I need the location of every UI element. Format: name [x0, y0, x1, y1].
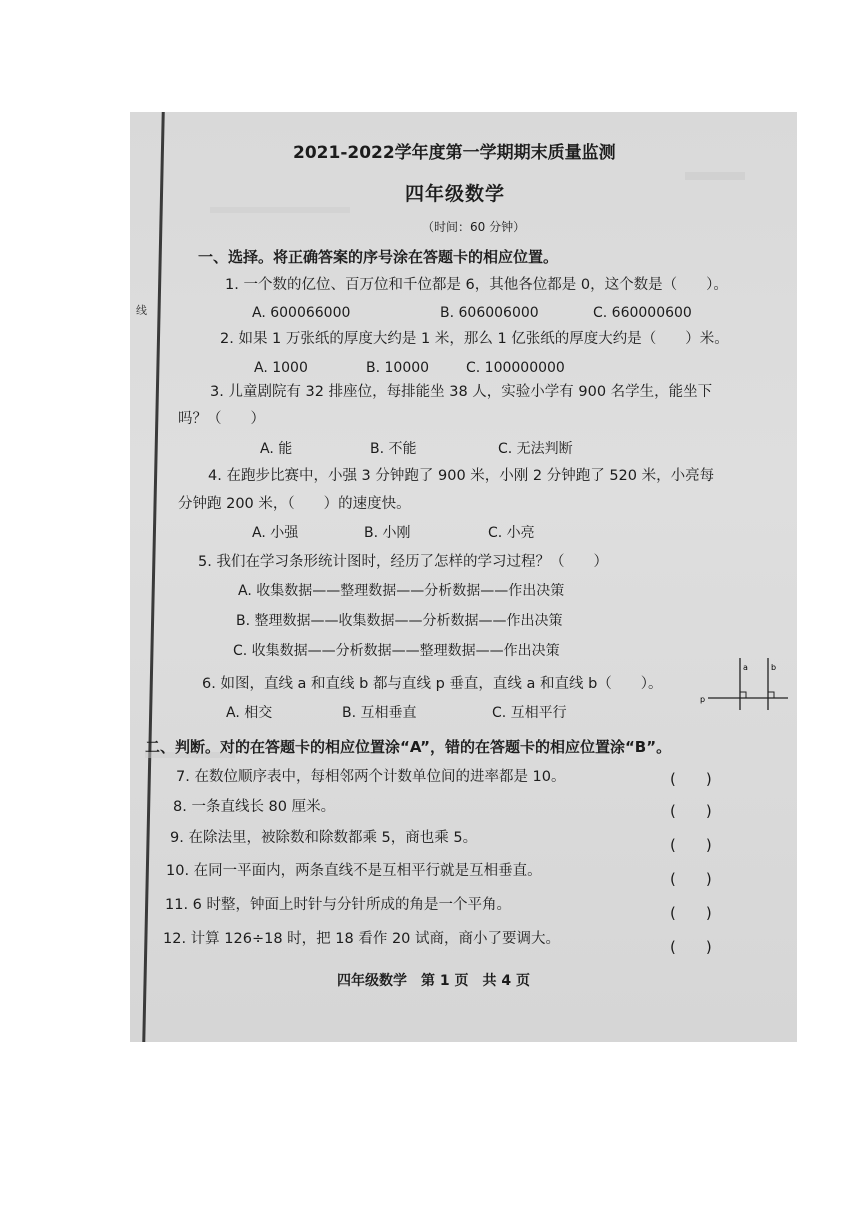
judge-paren-7: ( ): [670, 770, 712, 788]
q4-option-b: B. 小刚: [364, 525, 411, 541]
q5-option-c: C. 收集数据——分析数据——整理数据——作出决策: [233, 643, 560, 659]
q1-option-b: B. 606006000: [440, 305, 539, 321]
judge-item-9: 9. 在除法里，被除数和除数都乘 5，商也乘 5。: [170, 830, 478, 846]
q1-option-c: C. 660000600: [593, 305, 692, 321]
exam-subtitle: 四年级数学: [405, 183, 506, 205]
exam-photo: [130, 112, 797, 1042]
judge-paren-12: ( ): [670, 938, 712, 956]
show-through-mark: [685, 172, 745, 180]
judge-paren-11: ( ): [670, 904, 712, 922]
judge-item-10: 10. 在同一平面内，两条直线不是互相平行就是互相垂直。: [166, 863, 542, 879]
label-p: p: [700, 695, 706, 704]
judge-paren-9: ( ): [670, 836, 712, 854]
judge-paren-10: ( ): [670, 870, 712, 888]
q6-option-b: B. 互相垂直: [342, 705, 417, 721]
section1-heading: 一、选择。将正确答案的序号涂在答题卡的相应位置。: [198, 248, 559, 266]
q3-option-c: C. 无法判断: [498, 441, 573, 457]
judge-paren-8: ( ): [670, 802, 712, 820]
label-a: a: [743, 663, 748, 672]
q3-text-line2: 吗？（ ）: [178, 411, 265, 427]
q5-option-a: A. 收集数据——整理数据——分析数据——作出决策: [238, 583, 565, 599]
q4-option-c: C. 小亮: [488, 525, 535, 541]
right-angle-b: [768, 692, 774, 698]
q5-option-b: B. 整理数据——收集数据——分析数据——作出决策: [236, 613, 563, 629]
q6-option-a: A. 相交: [226, 705, 273, 721]
exam-title: 2021-2022学年度第一学期期末质量监测: [293, 143, 616, 163]
page-footer: 四年级数学 第 1 页 共 4 页: [337, 973, 530, 989]
q6-text: 6. 如图，直线 a 和直线 b 都与直线 p 垂直，直线 a 和直线 b（ ）。: [202, 676, 663, 692]
q2-option-b: B. 10000: [366, 360, 430, 376]
exam-time: （时间：60 分钟）: [422, 220, 526, 234]
judge-item-8: 8. 一条直线长 80 厘米。: [173, 799, 336, 815]
q6-parallel-lines-figure: [698, 652, 793, 712]
q3-option-b: B. 不能: [370, 441, 417, 457]
label-b: b: [771, 663, 777, 672]
q4-option-a: A. 小强: [252, 525, 299, 541]
binding-mark: 线: [136, 304, 147, 317]
q6-option-c: C. 互相平行: [492, 705, 567, 721]
q4-text-line1: 4. 在跑步比赛中，小强 3 分钟跑了 900 米，小刚 2 分钟跑了 520 米，小亮每: [208, 468, 715, 484]
q3-text-line1: 3. 儿童剧院有 32 排座位，每排能坐 38 人，实验小学有 900 名学生，能坐下: [210, 384, 713, 400]
q5-text: 5. 我们在学习条形统计图时，经历了怎样的学习过程？（ ）: [198, 554, 608, 570]
q2-option-c: C. 100000000: [466, 360, 565, 376]
show-through-mark: [210, 207, 350, 213]
q4-text-line2: 分钟跑 200 米，（ ）的速度快。: [178, 496, 411, 512]
q3-option-a: A. 能: [260, 441, 293, 457]
q2-text: 2. 如果 1 万张纸的厚度大约是 1 米，那么 1 亿张纸的厚度大约是（ ）米。: [220, 331, 729, 347]
q2-option-a: A. 1000: [254, 360, 308, 376]
section2-heading: 二、判断。对的在答题卡的相应位置涂“A”，错的在答题卡的相应位置涂“B”。: [145, 738, 672, 756]
q1-option-a: A. 600066000: [252, 305, 351, 321]
right-angle-a: [740, 692, 746, 698]
judge-item-12: 12. 计算 126÷18 时，把 18 看作 20 试商，商小了要调大。: [163, 931, 560, 947]
judge-item-7: 7. 在数位顺序表中，每相邻两个计数单位间的进率都是 10。: [176, 769, 566, 785]
q1-text: 1. 一个数的亿位、百万位和千位都是 6，其他各位都是 0，这个数是（ ）。: [225, 277, 728, 293]
binding-line: [142, 112, 164, 1042]
judge-item-11: 11. 6 时整，钟面上时针与分针所成的角是一个平角。: [165, 897, 512, 913]
